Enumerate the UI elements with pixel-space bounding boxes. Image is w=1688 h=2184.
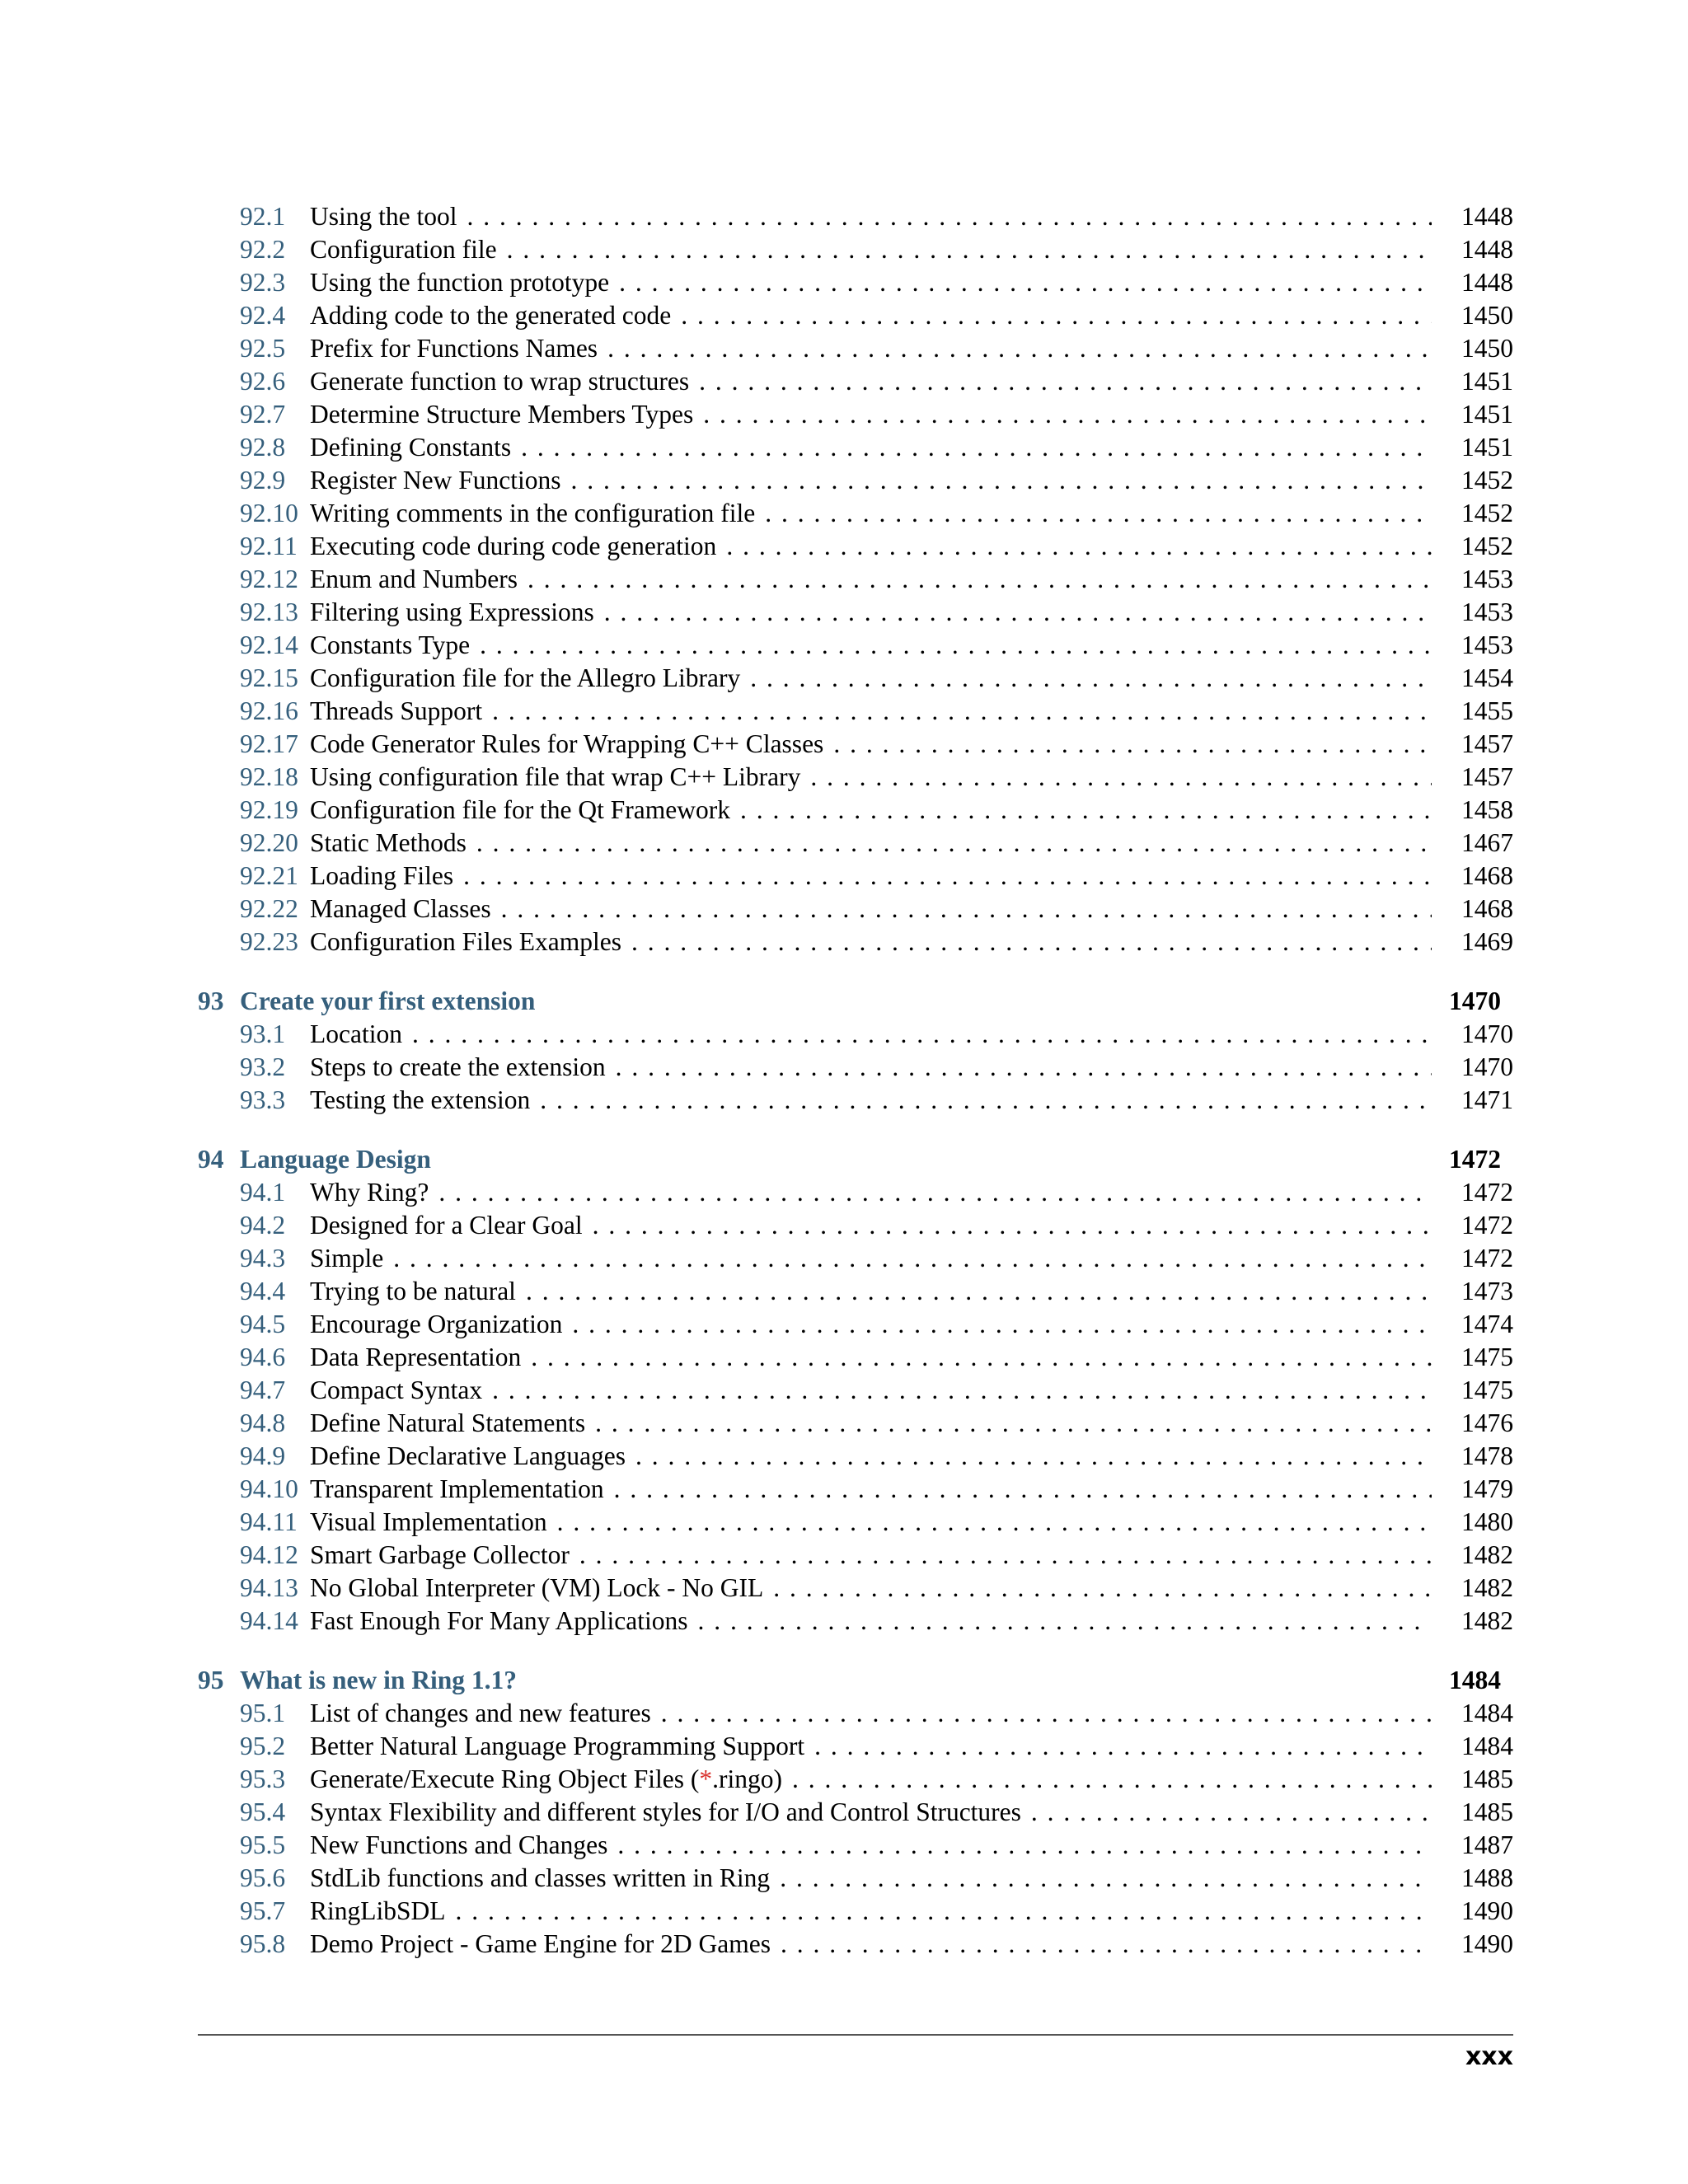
- asterisk-highlight: *: [699, 1765, 713, 1793]
- toc-entry[interactable]: [198, 1018, 1513, 1051]
- toc-leader-dots: [310, 893, 1432, 926]
- toc-entry[interactable]: [198, 1275, 1513, 1308]
- toc-leader-dots: [310, 1829, 1432, 1862]
- toc-leader-dots: [310, 1506, 1432, 1539]
- toc-entry[interactable]: [198, 299, 1513, 332]
- table-of-contents: [198, 200, 1513, 1961]
- toc-entry-title: Define Natural Statements: [310, 1408, 595, 1437]
- toc-entry-page: 1482: [1461, 1606, 1513, 1635]
- toc-entry[interactable]: [198, 695, 1513, 728]
- toc-entry[interactable]: [198, 1440, 1513, 1473]
- toc-entry-page: 1490: [1461, 1929, 1513, 1958]
- toc-entry-title: Fast Enough For Many Applications: [310, 1606, 698, 1635]
- toc-leader-dots: [310, 497, 1432, 530]
- toc-entry-title: Threads Support: [310, 696, 492, 725]
- toc-entry[interactable]: [198, 1730, 1513, 1763]
- toc-entry-title: Designed for a Clear Goal: [310, 1211, 593, 1240]
- toc-entry[interactable]: [198, 1084, 1513, 1117]
- toc-entry[interactable]: [198, 1473, 1513, 1506]
- toc-entry-title: Static Methods: [310, 828, 476, 857]
- toc-entry[interactable]: [198, 728, 1513, 761]
- toc-entry-number: 92.3: [240, 268, 286, 297]
- toc-leader-dots: [310, 1862, 1432, 1895]
- toc-entry-title: Why Ring?: [310, 1178, 438, 1207]
- toc-entry[interactable]: [198, 1051, 1513, 1084]
- toc-leader-dots: [310, 728, 1432, 761]
- toc-leader-dots: [310, 596, 1432, 629]
- toc-entry[interactable]: [198, 1308, 1513, 1341]
- toc-leader-dots: [310, 1697, 1432, 1730]
- toc-entry-number: 94.2: [240, 1211, 286, 1240]
- toc-entry[interactable]: [198, 893, 1513, 926]
- toc-entry-title: Filtering using Expressions: [310, 598, 604, 626]
- toc-entry-title: Compact Syntax: [310, 1376, 492, 1404]
- toc-entry-page: 1482: [1461, 1540, 1513, 1569]
- toc-entry-number: 92.5: [240, 334, 286, 363]
- toc-entry-title: Loading Files: [310, 861, 463, 890]
- toc-entry-number: 92.7: [240, 400, 286, 429]
- toc-entry-page: 1468: [1461, 861, 1513, 890]
- toc-entry[interactable]: [198, 1697, 1513, 1730]
- toc-entry-page: 1479: [1461, 1474, 1513, 1503]
- toc-entry-title: Configuration Files Examples: [310, 927, 631, 956]
- toc-leader-dots: [310, 1572, 1432, 1605]
- toc-entry-number: 94.7: [240, 1376, 286, 1404]
- toc-entry-number: 92.13: [240, 598, 298, 626]
- toc-entry-number: 94.1: [240, 1178, 286, 1207]
- toc-entry-page: 1453: [1461, 598, 1513, 626]
- toc-entry[interactable]: [198, 1895, 1513, 1928]
- toc-entry[interactable]: [198, 1928, 1513, 1961]
- toc-entry-number: 92.20: [240, 828, 298, 857]
- toc-entry-title: Define Declarative Languages: [310, 1441, 635, 1470]
- toc-entry-page: 1448: [1461, 235, 1513, 264]
- toc-leader-dots: [310, 563, 1432, 596]
- toc-entry-page: 1455: [1461, 696, 1513, 725]
- toc-entry[interactable]: [198, 365, 1513, 398]
- toc-leader-dots: [310, 1308, 1432, 1341]
- toc-entry-title: Trying to be natural: [310, 1277, 526, 1305]
- toc-entry-title-part: Generate/Execute Ring Object Files (: [310, 1765, 700, 1793]
- toc-entry-number: 92.9: [240, 466, 286, 494]
- toc-entry-title: New Functions and Changes: [310, 1830, 617, 1859]
- toc-leader-dots: [310, 1730, 1432, 1763]
- chapter-title: Language Design: [240, 1145, 431, 1174]
- toc-entry-page: 1475: [1461, 1343, 1513, 1371]
- toc-leader-dots: [310, 1796, 1432, 1829]
- toc-leader-dots: [310, 1051, 1432, 1084]
- toc-entry[interactable]: [198, 1341, 1513, 1374]
- toc-entry[interactable]: [198, 860, 1513, 893]
- footer-divider: [198, 2034, 1513, 2036]
- toc-entry-number: 92.17: [240, 729, 298, 758]
- toc-entry-page: 1474: [1461, 1310, 1513, 1338]
- toc-entry-page: 1485: [1461, 1797, 1513, 1826]
- toc-chapter-93: [198, 985, 1513, 1117]
- toc-entry-page: 1450: [1461, 301, 1513, 330]
- toc-entry-page: 1482: [1461, 1573, 1513, 1602]
- toc-entry[interactable]: [198, 464, 1513, 497]
- toc-entry-title: Prefix for Functions Names: [310, 334, 607, 363]
- toc-leader-dots: [310, 1209, 1432, 1242]
- toc-entry-number: 95.1: [240, 1699, 286, 1727]
- toc-entry-page: 1452: [1461, 466, 1513, 494]
- toc-leader-dots: [310, 1440, 1432, 1473]
- toc-entry-page: 1457: [1461, 762, 1513, 791]
- toc-leader-dots: [310, 1605, 1432, 1638]
- toc-entry-title: Visual Implementation: [310, 1507, 557, 1536]
- toc-entry[interactable]: [198, 926, 1513, 958]
- chapter-page: 1472: [1449, 1145, 1501, 1174]
- toc-leader-dots: [310, 200, 1432, 233]
- toc-leader-dots: [310, 1473, 1432, 1506]
- toc-entry-title: Using configuration file that wrap C++ Library: [310, 762, 810, 791]
- toc-entry-page: 1488: [1461, 1863, 1513, 1892]
- toc-entry-page: 1469: [1461, 927, 1513, 956]
- toc-entry[interactable]: [198, 1796, 1513, 1829]
- toc-leader-dots: [310, 233, 1432, 266]
- toc-leader-dots: [310, 365, 1432, 398]
- toc-entry[interactable]: [198, 629, 1513, 662]
- toc-entry[interactable]: [198, 266, 1513, 299]
- toc-entry-title: Writing comments in the configuration file: [310, 499, 765, 527]
- toc-entry-number: 94.5: [240, 1310, 286, 1338]
- toc-entry-page: 1448: [1461, 268, 1513, 297]
- toc-entry[interactable]: [198, 1862, 1513, 1895]
- toc-chapter-95: [198, 1664, 1513, 1961]
- toc-entry-number: 92.14: [240, 630, 298, 659]
- toc-entry-title: Code Generator Rules for Wrapping C++ Classes: [310, 729, 833, 758]
- toc-entry-number: 92.22: [240, 894, 298, 923]
- toc-entry-number: 95.6: [240, 1863, 286, 1892]
- toc-entry-number: 93.1: [240, 1019, 286, 1048]
- toc-entry-number: 93.2: [240, 1052, 286, 1081]
- toc-entry[interactable]: [198, 1829, 1513, 1862]
- toc-entry-title: Defining Constants: [310, 433, 521, 462]
- toc-leader-dots: [310, 695, 1432, 728]
- toc-entry[interactable]: [198, 1506, 1513, 1539]
- toc-entry-number: 92.21: [240, 861, 298, 890]
- toc-entry-title: Generate function to wrap structures: [310, 367, 699, 396]
- toc-entry-page: 1487: [1461, 1830, 1513, 1859]
- toc-entry-page: 1485: [1461, 1765, 1513, 1793]
- toc-entry-number: 92.12: [240, 565, 298, 593]
- toc-chapter-heading[interactable]: [198, 1664, 1513, 1697]
- chapter-page: 1470: [1449, 987, 1501, 1015]
- toc-entry[interactable]: [198, 662, 1513, 695]
- toc-entry-title: No Global Interpreter (VM) Lock - No GIL: [310, 1573, 773, 1602]
- toc-entry-page: 1490: [1461, 1896, 1513, 1925]
- toc-entry-page: 1451: [1461, 400, 1513, 429]
- toc-entry[interactable]: [198, 1605, 1513, 1638]
- toc-entry-title: Adding code to the generated code: [310, 301, 681, 330]
- toc-leader-dots: [310, 1242, 1432, 1275]
- toc-entry-number: 92.2: [240, 235, 286, 264]
- toc-leader-dots: [310, 1018, 1432, 1051]
- toc-entry-title: Transparent Implementation: [310, 1474, 614, 1503]
- toc-entry-page: 1472: [1461, 1244, 1513, 1272]
- toc-leader-dots: [310, 332, 1432, 365]
- toc-entry-page: 1475: [1461, 1376, 1513, 1404]
- toc-entry-page: 1458: [1461, 795, 1513, 824]
- toc-entry[interactable]: [198, 332, 1513, 365]
- toc-chapter-heading[interactable]: [198, 985, 1513, 1018]
- toc-entry-title: Constants Type: [310, 630, 480, 659]
- toc-entry-page: 1454: [1461, 663, 1513, 692]
- toc-entry-number: 92.11: [240, 532, 298, 560]
- toc-entry-number: 92.10: [240, 499, 298, 527]
- toc-leader-dots: [310, 266, 1432, 299]
- toc-leader-dots: [310, 761, 1432, 794]
- toc-entry-number: 94.4: [240, 1277, 286, 1305]
- toc-entry-page: 1448: [1461, 202, 1513, 231]
- toc-entry-title: [310, 1765, 792, 1793]
- toc-entry-number: 95.4: [240, 1797, 286, 1826]
- toc-entry[interactable]: [198, 827, 1513, 860]
- toc-entry-number: 94.14: [240, 1606, 298, 1635]
- footer-page-number: xxx: [1465, 2042, 1513, 2071]
- toc-leader-dots: [310, 1539, 1432, 1572]
- toc-entry-number: 92.15: [240, 663, 298, 692]
- toc-entry[interactable]: [198, 1572, 1513, 1605]
- toc-entry[interactable]: [198, 1242, 1513, 1275]
- toc-leader-dots: [310, 1763, 1432, 1796]
- chapter-number: 95: [198, 1666, 224, 1694]
- toc-entry-number: 93.3: [240, 1085, 286, 1114]
- toc-leader-dots: [310, 1374, 1432, 1407]
- toc-entry[interactable]: [198, 1407, 1513, 1440]
- toc-entry-page: 1467: [1461, 828, 1513, 857]
- toc-entry[interactable]: [198, 1763, 1513, 1796]
- toc-entry-title: Configuration file for the Allegro Library: [310, 663, 750, 692]
- toc-entry-title: Configuration file for the Qt Framework: [310, 795, 740, 824]
- toc-entry[interactable]: [198, 1209, 1513, 1242]
- toc-leader-dots: [310, 827, 1432, 860]
- toc-entry[interactable]: [198, 1176, 1513, 1209]
- toc-entry[interactable]: [198, 563, 1513, 596]
- toc-entry-page: 1484: [1461, 1699, 1513, 1727]
- toc-entry-title: List of changes and new features: [310, 1699, 661, 1727]
- toc-entry-page: 1451: [1461, 367, 1513, 396]
- toc-leader-dots: [310, 1895, 1432, 1928]
- toc-entry-page: 1472: [1461, 1178, 1513, 1207]
- toc-leader-dots: [310, 629, 1432, 662]
- toc-entry-page: 1470: [1461, 1052, 1513, 1081]
- toc-entry[interactable]: [198, 431, 1513, 464]
- toc-entry-page: 1480: [1461, 1507, 1513, 1536]
- toc-entry-page: 1452: [1461, 499, 1513, 527]
- toc-entry-title: Simple: [310, 1244, 393, 1272]
- toc-entry-number: 92.1: [240, 202, 286, 231]
- toc-entry[interactable]: [198, 530, 1513, 563]
- toc-entry[interactable]: [198, 1539, 1513, 1572]
- toc-entry-number: 94.12: [240, 1540, 298, 1569]
- toc-entry-title: Register New Functions: [310, 466, 570, 494]
- toc-entry-number: 95.3: [240, 1765, 286, 1793]
- toc-entry-number: 94.10: [240, 1474, 298, 1503]
- toc-entry-title: Managed Classes: [310, 894, 501, 923]
- toc-entry-number: 95.5: [240, 1830, 286, 1859]
- toc-entry-title: Configuration file: [310, 235, 507, 264]
- toc-leader-dots: [310, 299, 1432, 332]
- chapter-number: 94: [198, 1145, 224, 1174]
- toc-entry-number: 94.3: [240, 1244, 286, 1272]
- toc-entry[interactable]: [198, 233, 1513, 266]
- toc-entry-title: Location: [310, 1019, 412, 1048]
- toc-entry-number: 92.16: [240, 696, 298, 725]
- chapter-number: 93: [198, 987, 224, 1015]
- toc-entry-title: Determine Structure Members Types: [310, 400, 703, 429]
- toc-entry-number: 94.6: [240, 1343, 286, 1371]
- toc-entry-page: 1450: [1461, 334, 1513, 363]
- toc-entry-title: Executing code during code generation: [310, 532, 726, 560]
- toc-entry-title: Encourage Organization: [310, 1310, 572, 1338]
- toc-entry[interactable]: [198, 794, 1513, 827]
- toc-entry[interactable]: [198, 1374, 1513, 1407]
- toc-entry-page: 1468: [1461, 894, 1513, 923]
- toc-entry-number: 94.13: [240, 1573, 298, 1602]
- toc-leader-dots: [310, 431, 1432, 464]
- toc-entry[interactable]: [198, 761, 1513, 794]
- toc-entry-title: RingLibSDL: [310, 1896, 456, 1925]
- toc-entry-number: 92.19: [240, 795, 298, 824]
- toc-leader-dots: [310, 1275, 1432, 1308]
- toc-leader-dots: [310, 662, 1432, 695]
- toc-entry-page: 1478: [1461, 1441, 1513, 1470]
- toc-entry[interactable]: [198, 200, 1513, 233]
- toc-entry-page: 1453: [1461, 630, 1513, 659]
- toc-entry-page: 1473: [1461, 1277, 1513, 1305]
- toc-entry-title: Better Natural Language Programming Support: [310, 1732, 814, 1760]
- toc-leader-dots: [310, 1176, 1432, 1209]
- toc-entry-page: 1484: [1461, 1732, 1513, 1760]
- toc-entry-title: Smart Garbage Collector: [310, 1540, 579, 1569]
- toc-entry-number: 92.6: [240, 367, 286, 396]
- toc-entry-title: Demo Project - Game Engine for 2D Games: [310, 1929, 781, 1958]
- toc-leader-dots: [310, 860, 1432, 893]
- toc-entry-page: 1471: [1461, 1085, 1513, 1114]
- toc-entry-page: 1452: [1461, 532, 1513, 560]
- toc-leader-dots: [310, 1341, 1432, 1374]
- toc-chapter-heading[interactable]: [198, 1143, 1513, 1176]
- toc-entry[interactable]: [198, 596, 1513, 629]
- toc-leader-dots: [310, 794, 1432, 827]
- toc-entry[interactable]: [198, 497, 1513, 530]
- toc-entry-title: Enum and Numbers: [310, 565, 528, 593]
- toc-entry-title: Using the function prototype: [310, 268, 619, 297]
- toc-entry-page: 1457: [1461, 729, 1513, 758]
- toc-leader-dots: [310, 530, 1432, 563]
- toc-section-92-continued: [198, 200, 1513, 958]
- toc-entry-title: Testing the extension: [310, 1085, 540, 1114]
- chapter-title: Create your first extension: [240, 987, 536, 1015]
- toc-entry-title: StdLib functions and classes written in Ring: [310, 1863, 780, 1892]
- toc-leader-dots: [310, 1928, 1432, 1961]
- toc-entry-page: 1472: [1461, 1211, 1513, 1240]
- toc-entry-page: 1453: [1461, 565, 1513, 593]
- toc-leader-dots: [310, 1407, 1432, 1440]
- toc-entry[interactable]: [198, 398, 1513, 431]
- toc-entry-page: 1476: [1461, 1408, 1513, 1437]
- toc-entry-number: 92.4: [240, 301, 286, 330]
- toc-entry-number: 94.8: [240, 1408, 286, 1437]
- toc-entry-title: Using the tool: [310, 202, 467, 231]
- toc-entry-number: 92.23: [240, 927, 298, 956]
- toc-entry-title-part: .ringo): [712, 1765, 782, 1793]
- toc-chapter-94: [198, 1143, 1513, 1638]
- toc-entry-number: 94.9: [240, 1441, 286, 1470]
- toc-entry-page: 1451: [1461, 433, 1513, 462]
- chapter-title: What is new in Ring 1.1?: [240, 1666, 518, 1694]
- toc-entry-title: Steps to create the extension: [310, 1052, 616, 1081]
- toc-entry-number: 92.8: [240, 433, 286, 462]
- toc-entry-number: 95.7: [240, 1896, 286, 1925]
- toc-entry-number: 94.11: [240, 1507, 298, 1536]
- toc-leader-dots: [310, 1084, 1432, 1117]
- toc-leader-dots: [310, 926, 1432, 958]
- toc-entry-number: 95.2: [240, 1732, 286, 1760]
- toc-entry-title: Syntax Flexibility and different styles for I/O and Control Structures: [310, 1797, 1031, 1826]
- chapter-page: 1484: [1449, 1666, 1501, 1694]
- toc-entry-title: Data Representation: [310, 1343, 531, 1371]
- toc-leader-dots: [310, 398, 1432, 431]
- toc-entry-number: 95.8: [240, 1929, 286, 1958]
- toc-entry-page: 1470: [1461, 1019, 1513, 1048]
- toc-entry-number: 92.18: [240, 762, 298, 791]
- toc-leader-dots: [310, 464, 1432, 497]
